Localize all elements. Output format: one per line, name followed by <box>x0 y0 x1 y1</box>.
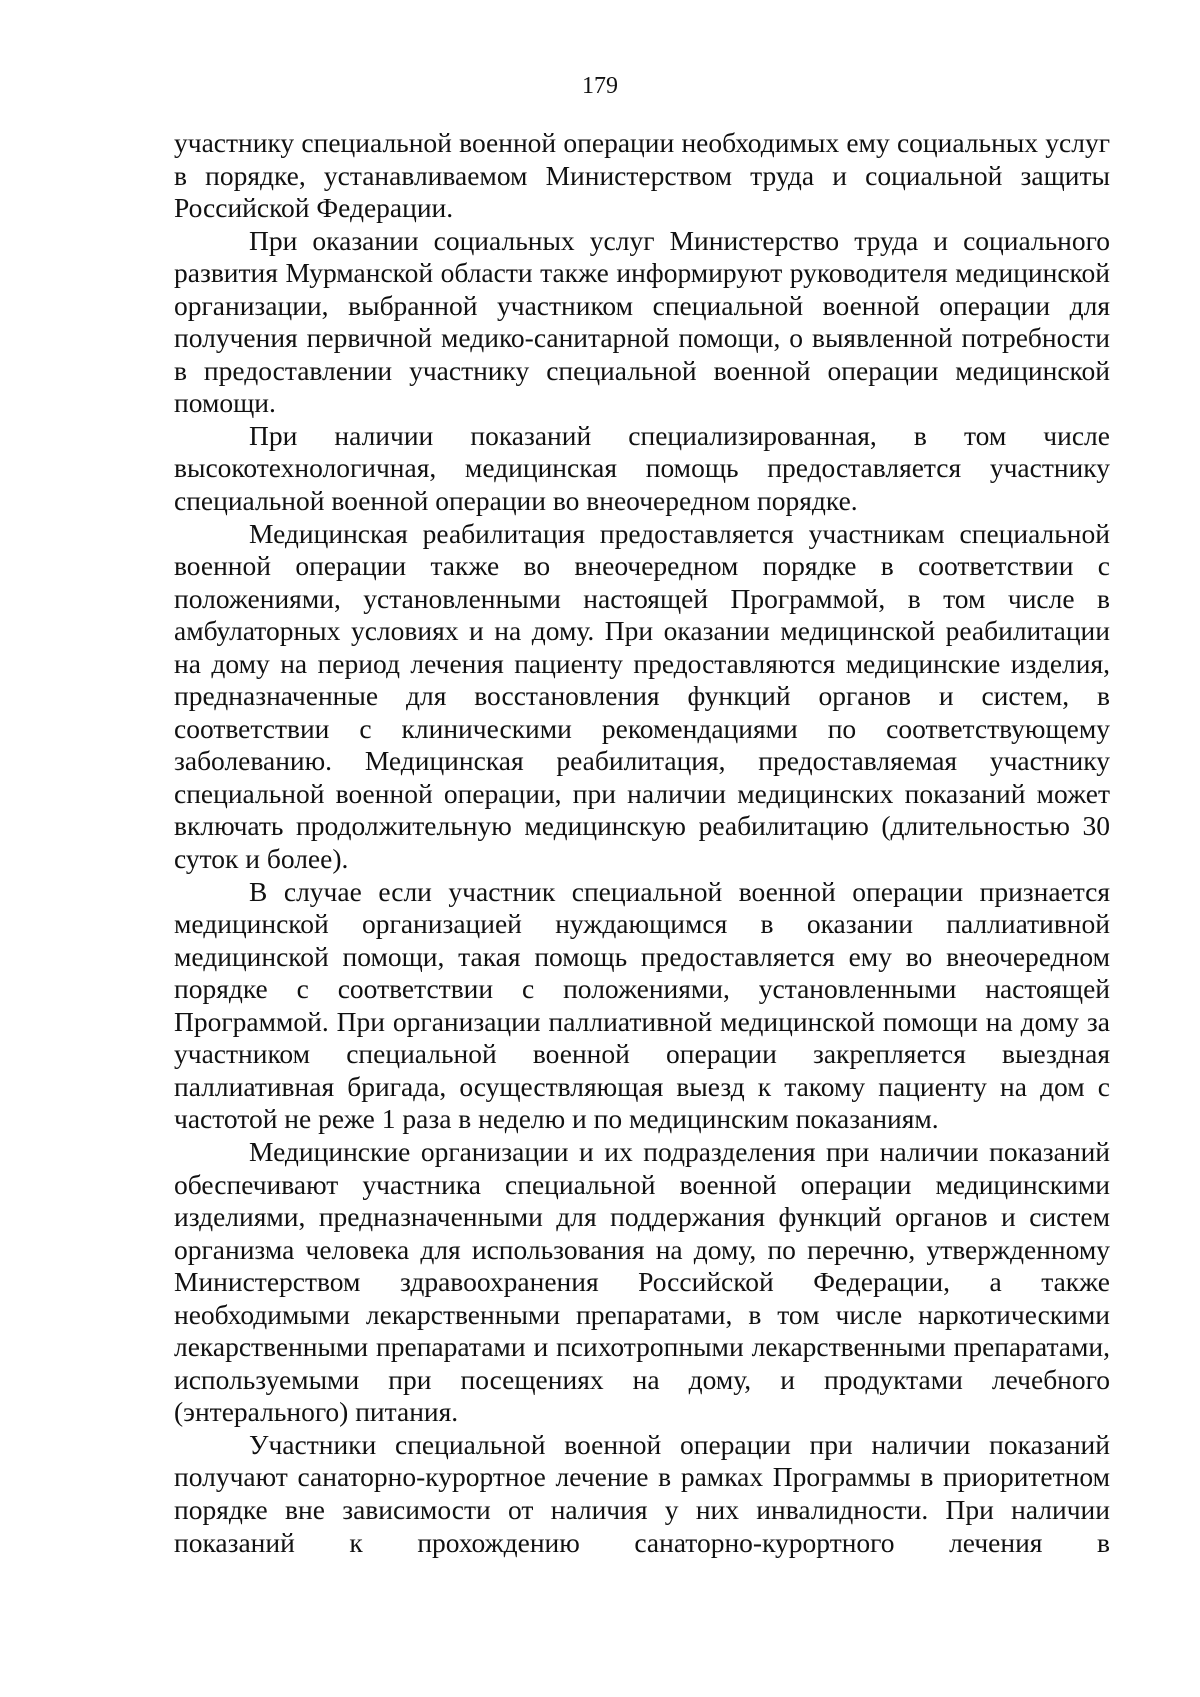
paragraph-7: Участники специальной военной операции при наличии показаний получают санаторно-курортное лечение в рамках Программы в приоритетном порядке вне зависимости от наличия у них инвалидности. При наличии показаний к прохождению санаторно-курортного лечения в <box>174 1428 1110 1558</box>
paragraph-6: Медицинские организации и их подразделения при наличии показаний обеспечивают участника специальной военной операции медицинскими изделиями, предназначенными для поддержания функций органов и систем организма человека для использования на дому, по перечню, утвержденному Министерством здравоохранения Российской Федерации, а также необходимыми лекарственными препаратами, в том числе наркотическими лекарственными препаратами и психотропными лекарственными препаратами, используемыми при посещениях на дому, и продуктами лечебного (энтерального) питания. <box>174 1135 1110 1428</box>
paragraph-5: В случае если участник специальной военной операции признается медицинской организацией нуждающимся в оказании паллиативной медицинской помощи, такая помощь предоставляется ему во внеочередном порядке с соответствии с положениями, установленными настоящей Программой. При организации паллиативной медицинской помощи на дому за участником специальной военной операции закрепляется выездная паллиативная бригада, осуществляющая выезд к такому пациенту на дом с частотой не реже 1 раза в неделю и по медицинским показаниям. <box>174 875 1110 1135</box>
paragraph-3: При наличии показаний специализированная, в том числе высокотехнологичная, медицинская помощь предоставляется участнику специальной военной операции во внеочередном порядке. <box>174 419 1110 517</box>
paragraph-1: участнику специальной военной операции необходимых ему социальных услуг в порядке, устанавливаемом Министерством труда и социальной защиты Российской Федерации. <box>174 127 1110 224</box>
paragraph-4: Медицинская реабилитация предоставляется участникам специальной военной операции также во внеочередном порядке в соответствии с положениями, установленными настоящей Программой, в том числе в амбулаторных условиях и на дому. При оказании медицинской реабилитации на дому на период лечения пациенту предоставляются медицинские изделия, предназначенные для восстановления функций органов и систем, в соответствии с клиническими рекомендациями по соответствующему заболеванию. Медицинская реабилитация, предоставляемая участнику специальной военной операции, при наличии медицинских показаний может включать продолжительную медицинскую реабилитацию (длительностью 30 суток и более). <box>174 517 1110 875</box>
page-number: 179 <box>582 73 618 99</box>
paragraph-2: При оказании социальных услуг Министерство труда и социального развития Мурманской области также информируют руководителя медицинской организации, выбранной участником специальной военной операции для получения первичной медико-санитарной помощи, о выявленной потребности в предоставлении участнику специальной военной операции медицинской помощи. <box>174 224 1110 419</box>
document-body <box>174 127 1110 1559</box>
